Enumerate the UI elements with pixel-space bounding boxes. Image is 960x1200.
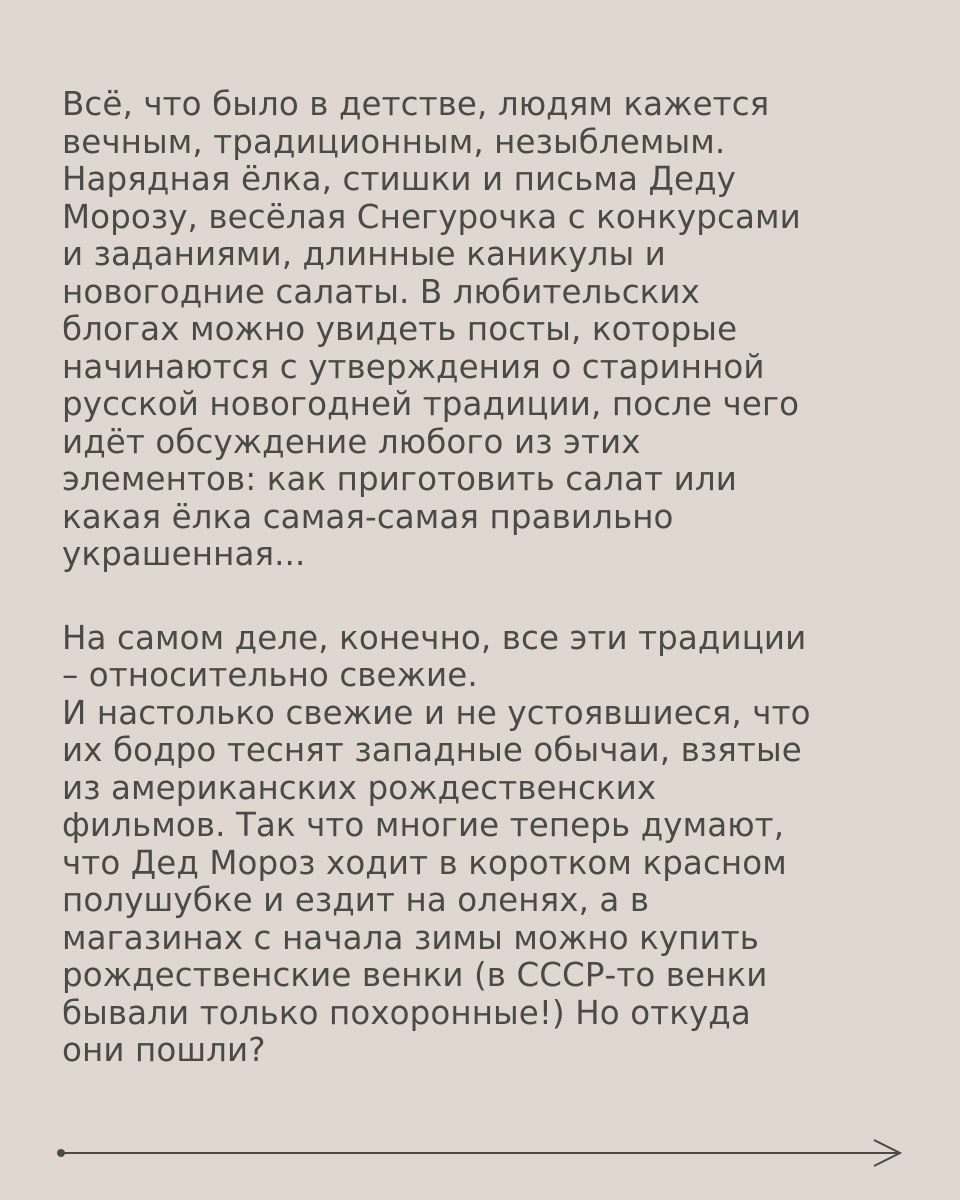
paragraph-line: Всё, что было в детстве, людям кажется — [62, 85, 770, 123]
paragraph-line: идёт обсуждение любого из этих — [62, 422, 641, 461]
paragraph-line: из американских рождественских — [62, 768, 657, 807]
paragraph-line: они пошли? — [62, 1031, 266, 1069]
paragraph-line: украшенная... — [62, 535, 306, 573]
paragraph-line: – относительно свежие. — [62, 656, 478, 694]
paragraph-1 — [62, 86, 912, 574]
paragraph-line: элементов: как приготовить салат или — [62, 460, 737, 498]
paragraph-line: начинаются с утверждения о старинной — [62, 347, 765, 386]
paragraph-gap — [62, 574, 912, 620]
paragraph-line: магазинах с начала зимы можно купить — [62, 918, 760, 957]
paragraph-line: полушубке и ездит на оленях, а в — [62, 881, 650, 919]
paragraph-line: фильмов. Так что многие теперь думают, — [62, 806, 785, 844]
paragraph-2 — [62, 620, 912, 1070]
paragraph-line: новогодние салаты. В любительских — [62, 272, 700, 311]
paragraph-line: и заданиями, длинные каникулы и — [62, 235, 666, 273]
paragraph-line: что Дед Мороз ходит в коротком красном — [62, 843, 787, 882]
paragraph-line: На самом деле, конечно, все эти традиции — [62, 618, 807, 657]
arrow-right-icon[interactable] — [56, 1138, 906, 1168]
paragraph-line: Морозу, весёлая Снегурочка с конкурсами — [62, 197, 801, 236]
paragraph-line: рождественские венки (в СССР-то венки — [62, 956, 768, 994]
paragraph-line: бывали только похоронные!) Но откуда — [62, 993, 751, 1032]
paragraph-line: их бодро теснят западные обычаи, взятые — [62, 731, 802, 769]
paragraph-line: русской новогодней традиции, после чего — [62, 385, 800, 423]
paragraph-line: И настолько свежие и не устоявшиеся, что — [62, 693, 811, 732]
paragraph-line: какая ёлка самая-самая правильно — [62, 497, 674, 536]
paragraph-line: блогах можно увидеть посты, которые — [62, 310, 738, 348]
article-text — [62, 86, 912, 1070]
paragraph-line: вечным, традиционным, незыблемым. — [62, 122, 726, 161]
paragraph-line: Нарядная ёлка, стишки и письма Деду — [62, 160, 736, 198]
